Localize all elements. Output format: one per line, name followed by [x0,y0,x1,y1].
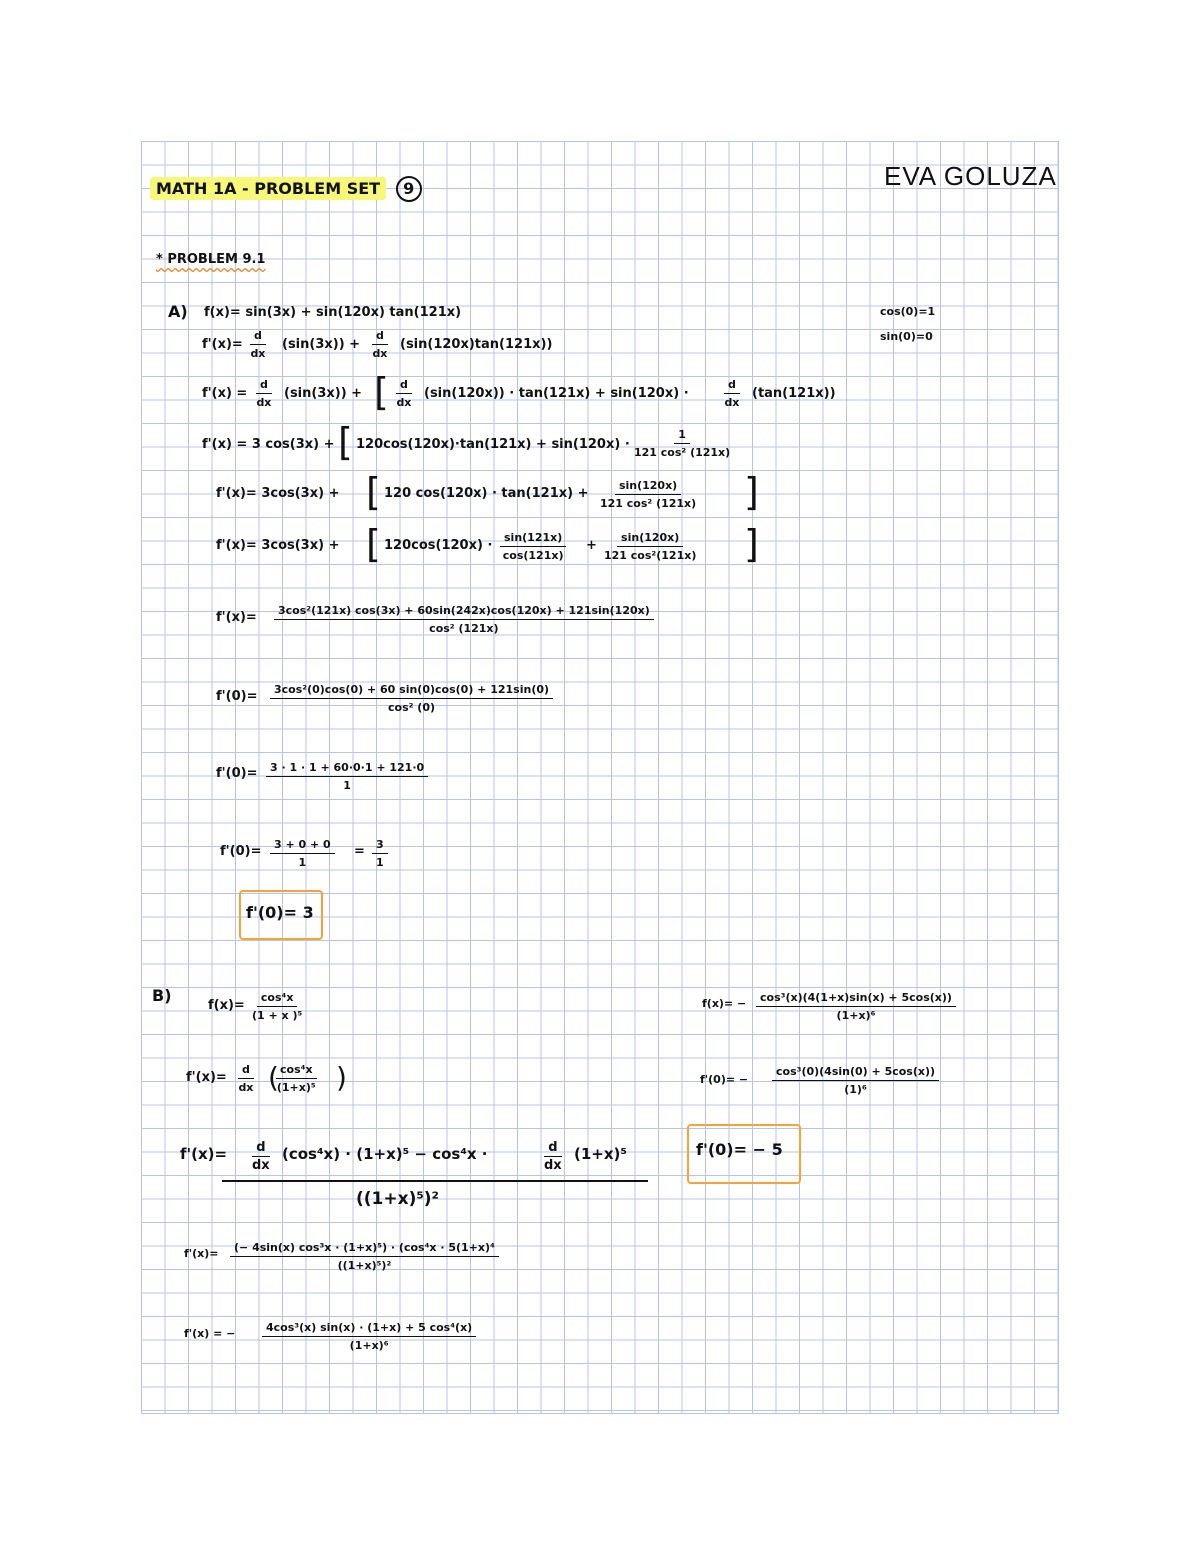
b-line2-frac [238,1062,254,1095]
frac-num: sin(120x) [615,478,681,495]
frac-den: dx [256,396,272,409]
a-line6-frac2 [604,530,696,563]
frac-den: dx [724,396,740,409]
b-line3-fraction-bar [222,1180,648,1182]
close-paren-icon: ) [336,1061,347,1094]
frac-num: d [724,377,740,394]
a-line10-frac1 [270,837,335,870]
b-line4-frac [230,1240,499,1273]
a-line2-lhs: f'(x)= [202,337,243,352]
a-line10-eq: = [354,844,365,859]
frac-den: ((1+x)⁵)² [337,1259,392,1272]
frac-den: cos(121x) [502,549,564,562]
frac-num: 4cos³(x) sin(x) · (1+x) + 5 cos⁴(x) [262,1320,476,1337]
frac-num: cos⁴x [276,1062,317,1079]
frac-den: (1+x)⁶ [349,1339,389,1352]
frac-num: 3 · 1 · 1 + 60·0·1 + 121·0 [266,760,428,777]
a-line10-lhs: f'(0)= [220,844,262,859]
frac-den: (1 + x )⁵ [252,1009,303,1022]
a-line3-tail: (tan(121x)) [752,386,836,401]
b-line4-lhs: f'(x)= [184,1247,219,1260]
course-title-text: MATH 1A - PROBLEM SET [150,177,386,200]
problem-title-text: * PROBLEM 9.1 [156,252,266,267]
a-line9-lhs: f'(0)= [216,766,258,781]
close-bracket-icon: ] [744,522,759,566]
answer-b: f'(0)= − 5 [696,1140,783,1159]
answer-a: f'(0)= 3 [246,903,314,922]
frac-num: 1 [674,427,690,444]
b-line3-mid1: (cos⁴x) · (1+x)⁵ − cos⁴x · [282,1145,488,1163]
a-line4-mid: 120cos(120x)·tan(121x) + sin(120x) · [356,437,630,452]
a-line3-frac2 [396,377,412,410]
frac-num: d [256,377,272,394]
frac-den: cos² (0) [388,701,436,714]
a-line6-lhs: f'(x)= 3cos(3x) + [216,538,340,553]
frac-num: d [250,328,266,345]
open-bracket-icon: [ [338,420,353,464]
b-right1-frac [756,990,956,1023]
a-line2-mid: (sin(3x)) + [282,337,361,352]
frac-num: (− 4sin(x) cos³x · (1+x)⁵) · (cos⁴x · 5(1+x)⁴ [230,1240,499,1257]
frac-den: cos² (121x) [429,622,499,635]
a-line3-frac3 [724,377,740,410]
frac-num: cos³(0)(4sin(0) + 5cos(x)) [772,1064,939,1081]
b-line3-tail: (1+x)⁵ [574,1145,627,1163]
a-line9-frac [266,760,428,793]
side-note-sin: sin(0)=0 [880,330,933,343]
b-line2-inner-frac [276,1062,317,1095]
open-paren-icon: ( [268,1061,279,1094]
b-line5-frac [262,1320,476,1353]
frac-den: 121 cos² (121x) [634,446,731,459]
set-number-circle: 9 [396,176,422,202]
b-line3-frac2 [544,1140,562,1173]
frac-num: 3 [372,837,388,854]
a-line1: f(x)= sin(3x) + sin(120x) tan(121x) [204,305,462,320]
a-line4-frac [634,427,730,460]
frac-den: dx [396,396,412,409]
b-line3-den: ((1+x)⁵)² [356,1189,440,1209]
frac-den: 1 [343,779,351,792]
frac-den: (1)⁶ [844,1083,867,1096]
a-line5-lhs: f'(x)= 3cos(3x) + [216,486,340,501]
a-line8-lhs: f'(0)= [216,689,258,704]
part-b-label: B) [152,986,172,1005]
frac-den: 121 cos² (121x) [600,497,697,510]
frac-den: 1 [376,856,384,869]
problem-title [156,252,265,268]
frac-num: sin(121x) [500,530,566,547]
course-title [150,176,422,202]
a-line7-lhs: f'(x)= [216,610,257,625]
b-line3-frac1 [252,1140,270,1173]
close-bracket-icon: ] [744,470,759,514]
frac-num: sin(120x) [617,530,683,547]
open-bracket-icon: [ [374,370,389,414]
open-bracket-icon: [ [366,522,381,566]
a-line3-lhs: f'(x) = [202,386,248,401]
frac-num: d [544,1140,561,1157]
b-right2-lhs: f'(0)= − [700,1073,749,1086]
frac-num: 3cos²(0)cos(0) + 60 sin(0)cos(0) + 121sin(0) [270,682,553,699]
frac-den: dx [250,347,266,360]
frac-den: dx [544,1158,562,1173]
a-line2-tail: (sin(120x)tan(121x)) [400,337,553,352]
a-line3-frac1 [256,377,272,410]
a-line7-frac [274,603,654,636]
frac-num: cos⁴x [257,990,298,1007]
frac-num: 3 + 0 + 0 [270,837,335,854]
b-line3-lhs: f'(x)= [180,1145,228,1163]
frac-num: d [238,1062,254,1079]
a-line5-frac [600,478,696,511]
frac-den: (1+x)⁶ [836,1009,876,1022]
side-note-cos: cos(0)=1 [880,305,936,318]
a-line10-frac2 [372,837,388,870]
b-right2-frac [772,1064,939,1097]
part-a-label: A) [168,302,188,321]
a-line6-plus: + [586,538,597,553]
a-line6-mid: 120cos(120x) · [384,538,493,553]
b-line5-lhs: f'(x) = − [184,1327,236,1340]
b-line2-lhs: f'(x)= [186,1070,227,1085]
frac-den: 1 [298,856,307,869]
student-name: EVA GOLUZA [884,161,1057,191]
a-line3-mid2: (sin(120x)) · tan(121x) + sin(120x) · [424,386,689,401]
a-line6-frac1 [500,530,566,563]
frac-den: dx [252,1158,270,1173]
frac-den: dx [238,1081,254,1094]
a-line2-frac1 [250,328,266,361]
frac-num: d [372,328,388,345]
open-bracket-icon: [ [366,470,381,514]
frac-num: 3cos²(121x) cos(3x) + 60sin(242x)cos(120x) + 121sin(120x) [274,603,654,620]
b-right1-lhs: f(x)= − [702,997,747,1010]
a-line2-frac2 [372,328,388,361]
frac-num: d [396,377,412,394]
frac-den: 121 cos²(121x) [604,549,697,562]
b-line1-lhs: f(x)= [208,998,245,1013]
frac-den: dx [372,347,388,360]
frac-den: (1+x)⁵ [276,1081,316,1094]
a-line5-mid: 120 cos(120x) · tan(121x) + [384,486,589,501]
a-line3-mid1: (sin(3x)) + [284,386,363,401]
frac-num: d [252,1140,269,1157]
frac-num: cos³(x)(4(1+x)sin(x) + 5cos(x)) [756,990,956,1007]
a-line8-frac [270,682,553,715]
a-line4-lhs: f'(x) = 3 cos(3x) + [202,437,335,452]
b-line1-frac [252,990,302,1023]
